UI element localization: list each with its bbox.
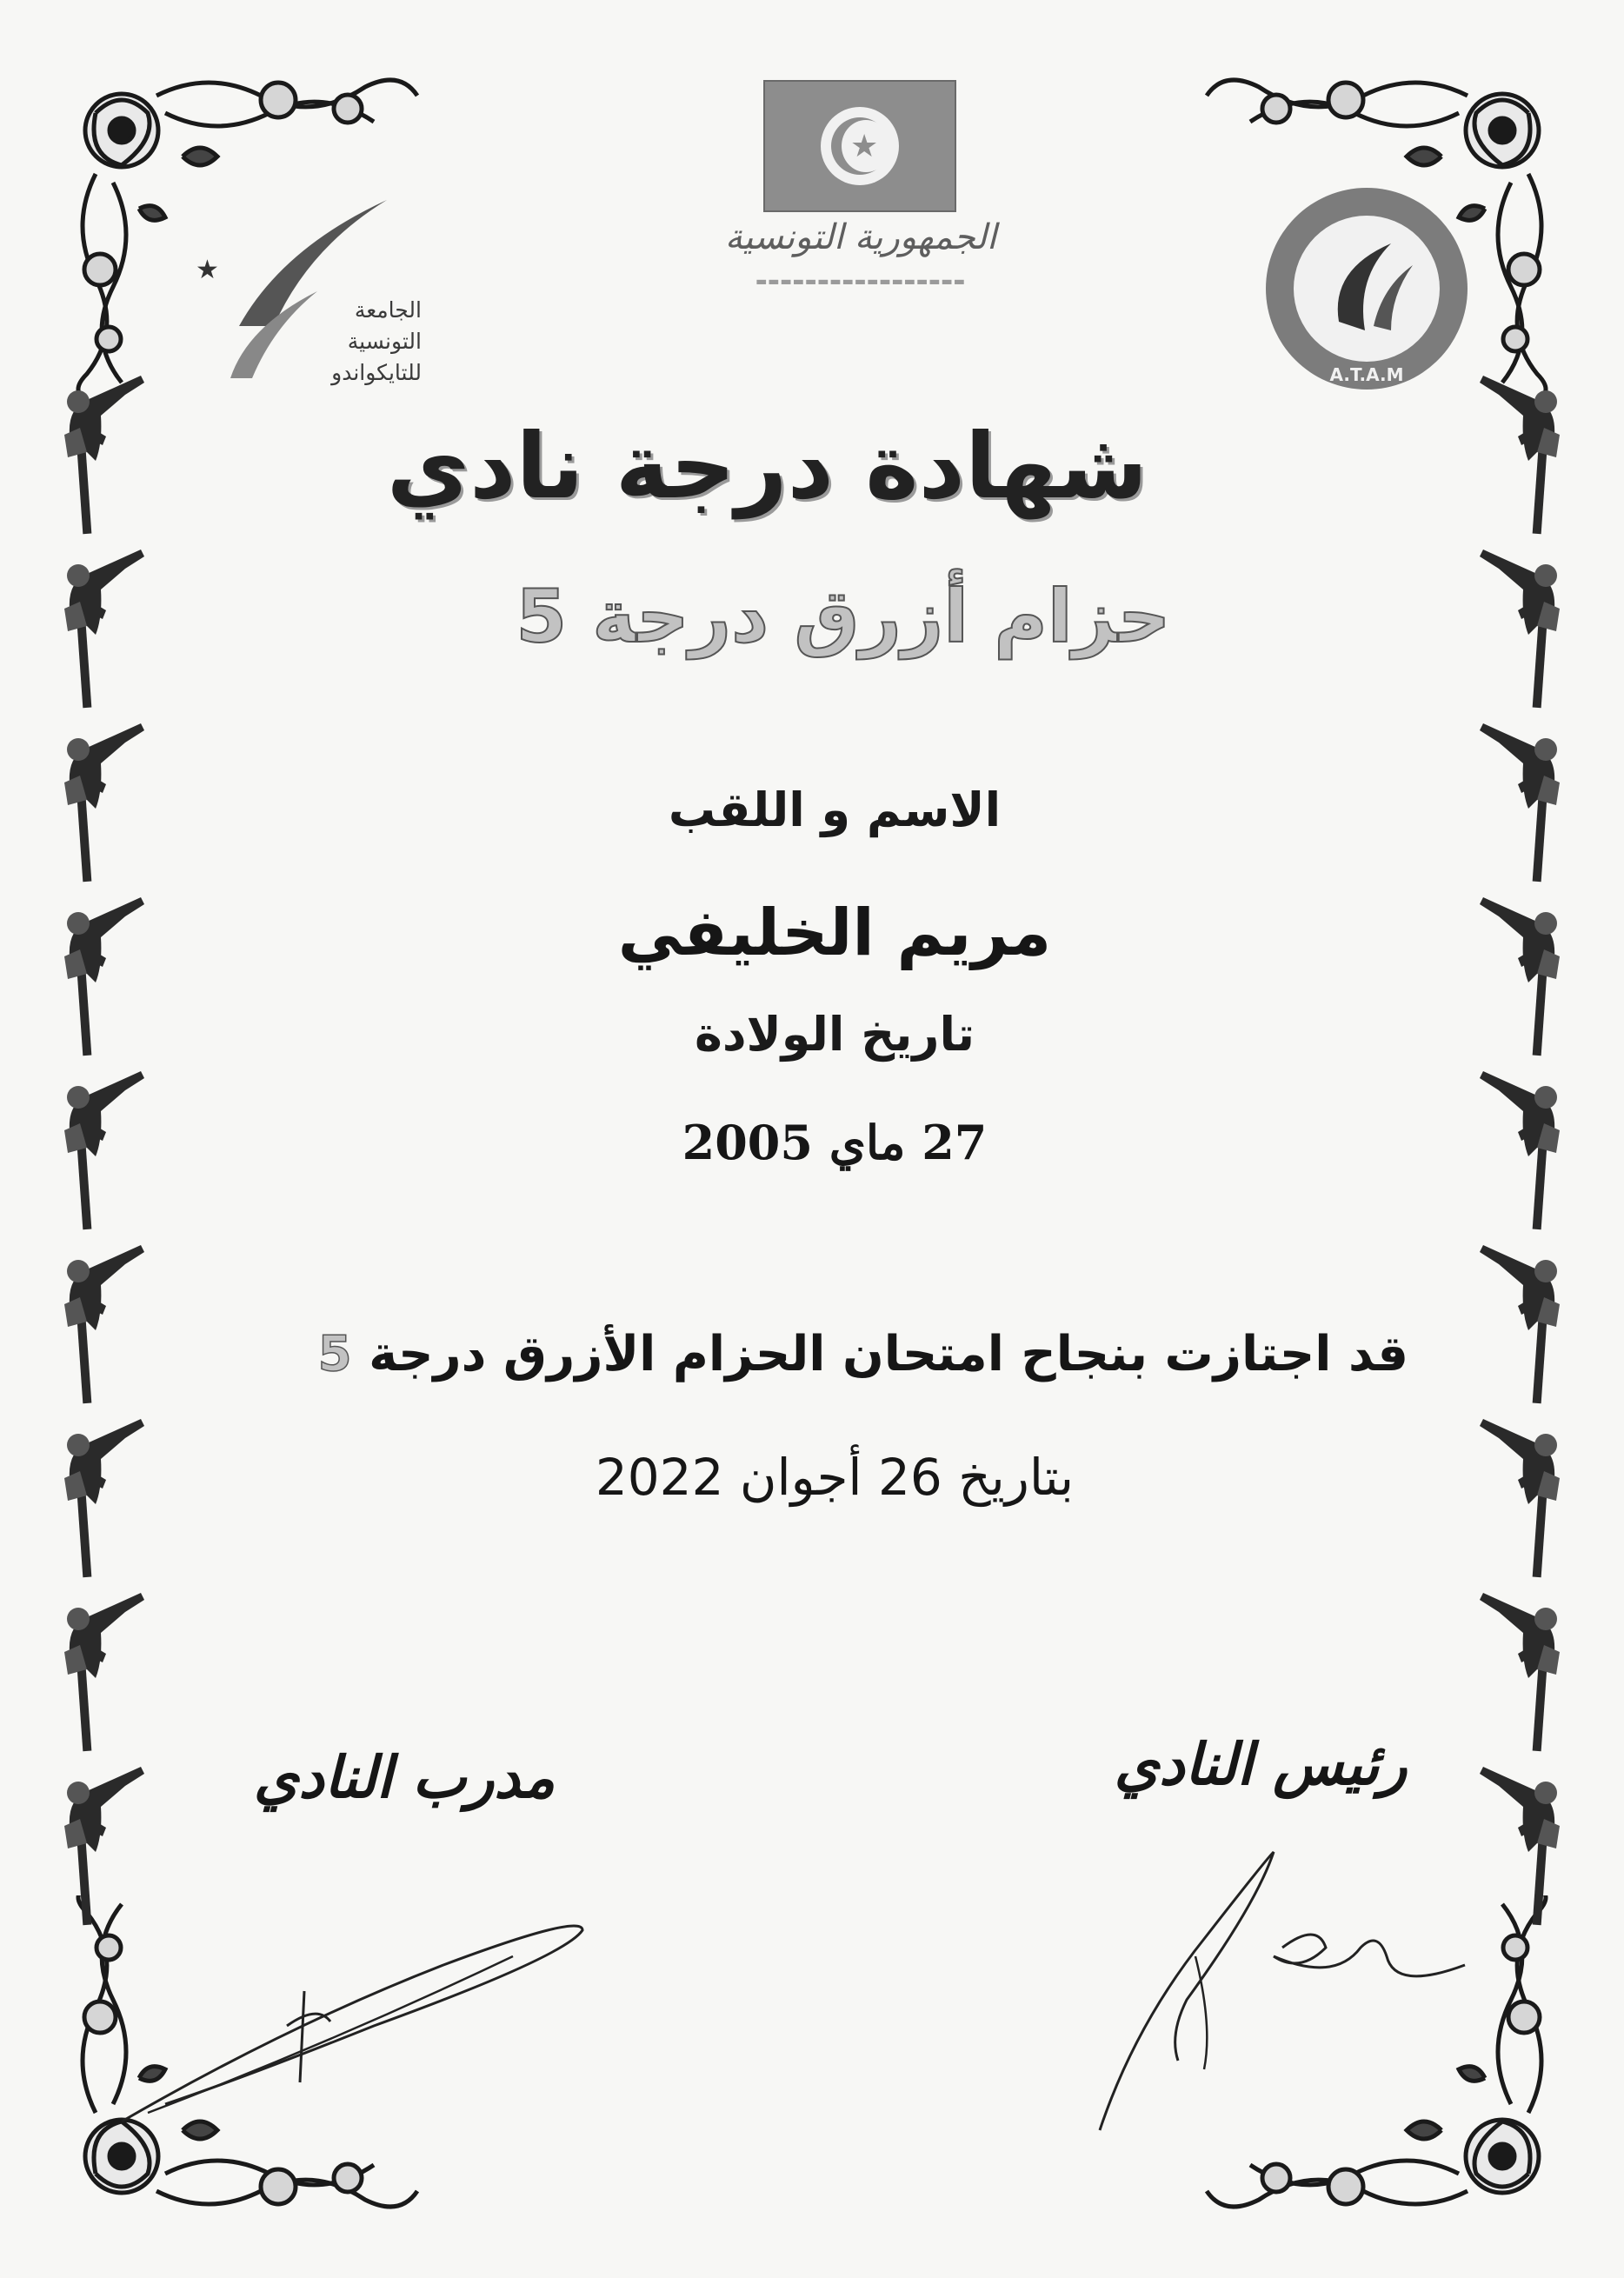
kick-figure-icon [1468, 1591, 1572, 1756]
kick-figure-icon [52, 374, 156, 539]
kick-figure-icon [1468, 722, 1572, 887]
right-border-figures [1468, 374, 1572, 1965]
president-signature [1082, 1826, 1482, 2139]
exam-date: بتاريخ 26 أجوان 2022 [595, 1448, 1075, 1507]
kick-figure-icon [1468, 1069, 1572, 1235]
holder-name: مريم الخليفي [617, 896, 1052, 970]
kick-figure-icon [52, 548, 156, 713]
left-border-figures [52, 374, 156, 1965]
kick-figure-icon [1468, 1243, 1572, 1409]
birth-date-value: 27 ماي 2005 [682, 1115, 988, 1170]
federation-name-line2: التونسية [347, 329, 422, 354]
name-label: الاسم و اللقب [668, 783, 1002, 837]
svg-text:★: ★ [196, 255, 219, 285]
exam-passed-statement [317, 1326, 1408, 1382]
kick-figure-icon [52, 722, 156, 887]
federation-name-line1: الجامعة [354, 297, 422, 323]
certificate-title: شهادة درجة نادي [386, 413, 1148, 519]
kick-figure-icon [1468, 896, 1572, 1061]
birth-date-label: تاريخ الولادة [694, 1007, 975, 1062]
coach-signature-label: مدرب النادي [253, 1743, 556, 1811]
federation-name-line3: للتايكواندو [331, 360, 422, 385]
republic-subtitle-faded: ▬▬▬▬▬▬▬▬▬▬▬▬▬▬▬▬▬ [755, 275, 966, 289]
club-emblem-text: A.T.A.M [1329, 364, 1404, 385]
tunisia-flag-icon: ★ [763, 80, 956, 212]
kick-figure-icon [1468, 374, 1572, 539]
kick-figure-icon [1468, 548, 1572, 713]
president-signature-label: رئيس النادي [1114, 1730, 1408, 1798]
club-emblem-icon [1261, 183, 1474, 396]
coach-signature [113, 1895, 600, 2139]
exam-passed-text: قد اجتازت بنجاح امتحان الحزام الأزرق درجة [369, 1326, 1408, 1382]
belt-grade: حزام أزرق درجة 5 [516, 574, 1171, 659]
kick-figure-icon [52, 1591, 156, 1756]
kick-figure-icon [1468, 1765, 1572, 1930]
kick-figure-icon [1468, 1417, 1572, 1582]
kick-figure-icon [52, 1417, 156, 1582]
republic-title: الجمهورية التونسية [724, 217, 997, 257]
kick-figure-icon [52, 896, 156, 1061]
exam-passed-grade: 5 [317, 1326, 352, 1382]
kick-figure-icon [52, 1069, 156, 1235]
kick-figure-icon [52, 1243, 156, 1409]
